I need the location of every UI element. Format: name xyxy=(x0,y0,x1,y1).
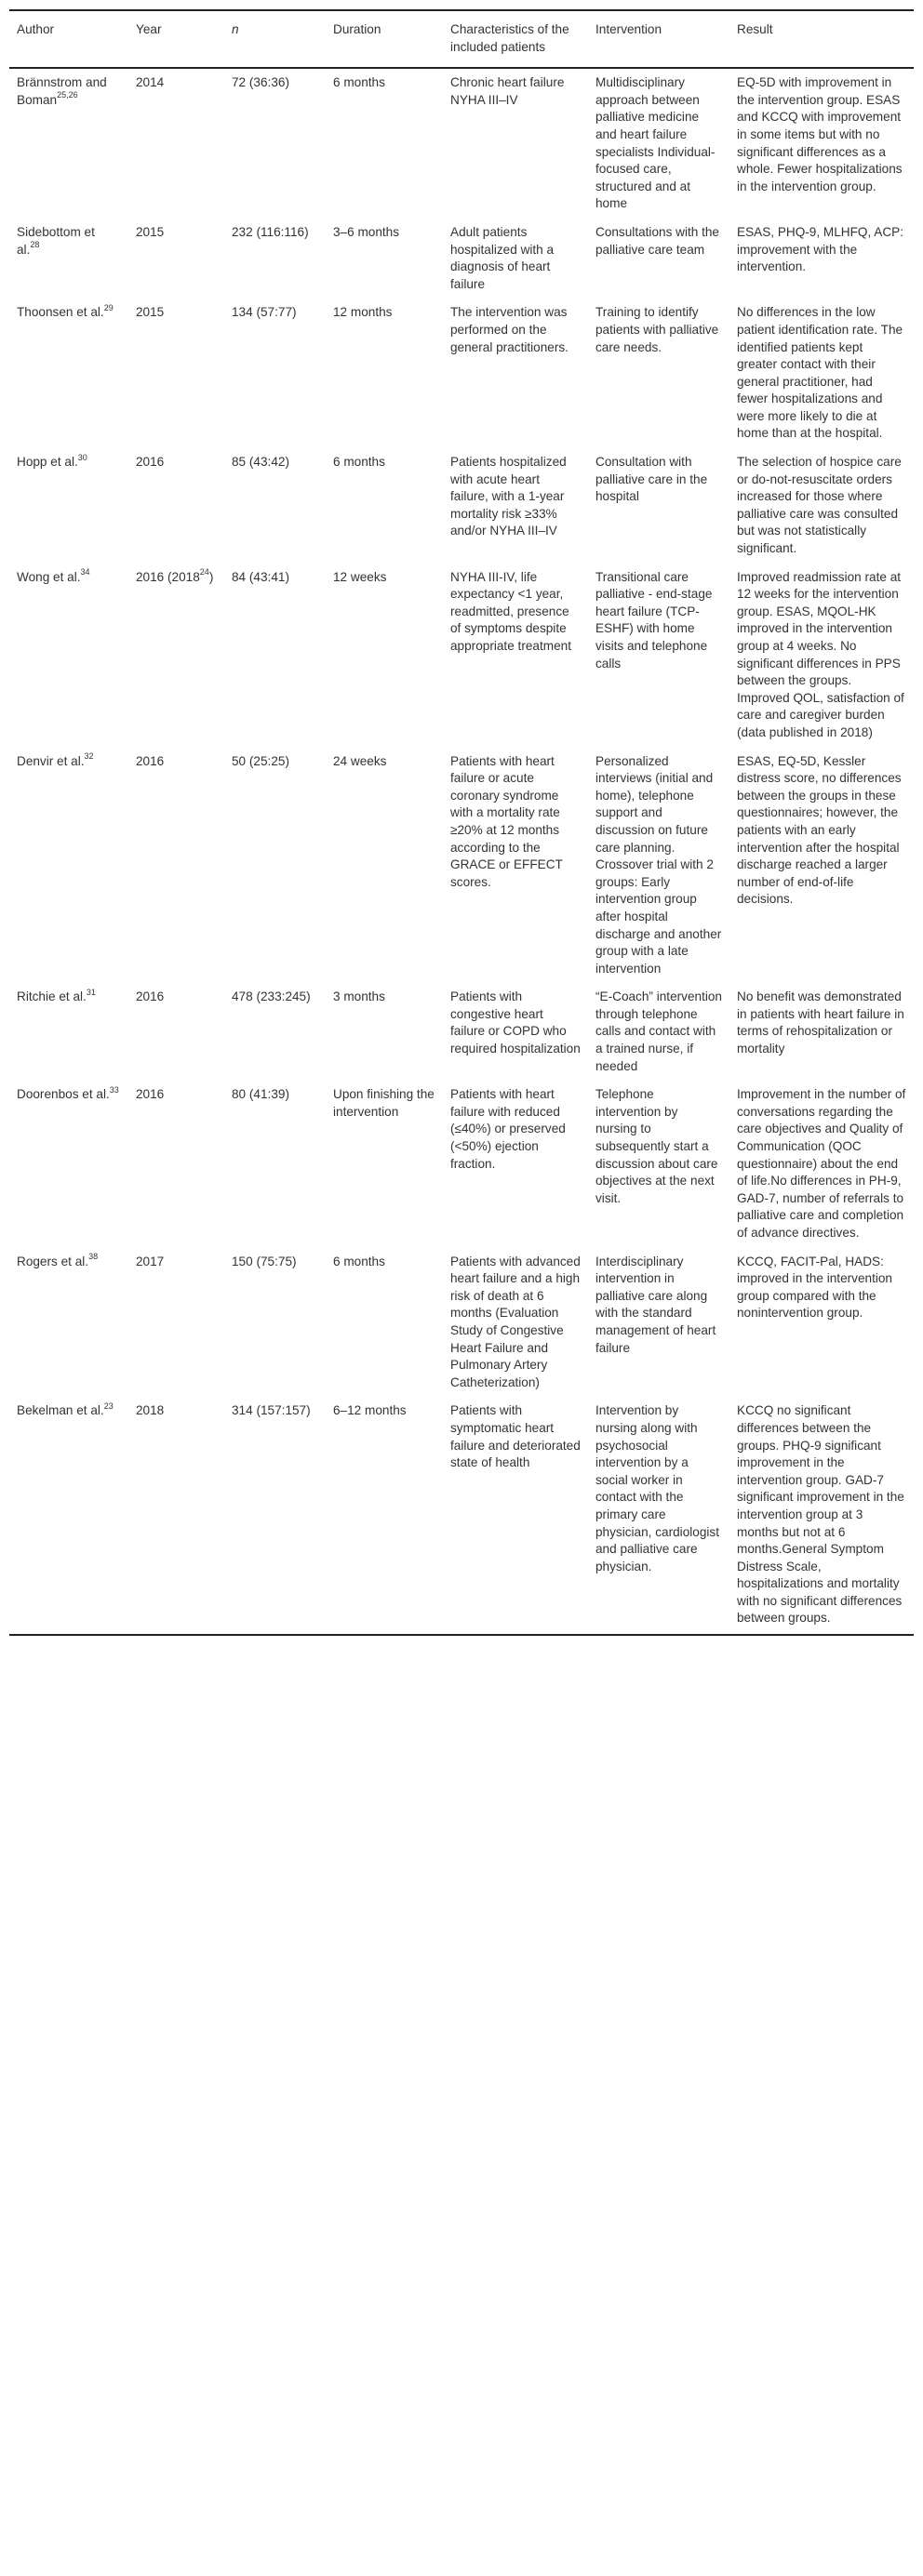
table-row xyxy=(9,564,914,748)
year-text: 2016 xyxy=(136,455,165,470)
cell-characteristics xyxy=(443,1397,588,1635)
year-text: 2016 xyxy=(136,1087,165,1102)
author-text: Bekelman et al. xyxy=(17,1403,104,1418)
header-author: Author xyxy=(9,10,128,68)
cell-result xyxy=(729,1248,914,1398)
cell-year xyxy=(128,1081,224,1247)
n-text: 85 (43:42) xyxy=(232,455,289,470)
intervention-text: “E-Coach” intervention through telephone calls and contact with a trained nurse, if needed xyxy=(595,989,722,1073)
cell-intervention xyxy=(588,748,729,984)
result-text: Improved readmission rate at 12 weeks for the intervention group. ESAS, MQOL-HK improved in the intervention group at 4 weeks. No significant differences in PPS between the groups. Improved QOL, satisfaction of care and caregiver burden (data published in 2018) xyxy=(737,569,904,739)
result-text: KCCQ no significant differences between the groups. PHQ-9 significant improvement in the intervention group. GAD-7 significant improvement in the intervention group at 3 months but not at 6 months.General Symptom Distress Scale, hospitalizations and mortality with no significant differences between groups. xyxy=(737,1403,904,1626)
author-reference: 25,26 xyxy=(57,90,78,100)
year-text: 2016 xyxy=(136,989,165,1004)
table-row xyxy=(9,68,914,219)
cell-year xyxy=(128,564,224,748)
year-text: 2015 xyxy=(136,305,165,320)
cell-intervention xyxy=(588,983,729,1081)
duration-text: 12 months xyxy=(333,305,393,320)
characteristics-text: Patients hospitalized with acute heart failure, with a 1-year mortality risk ≥33% and/or NYHA III–IV xyxy=(450,455,567,538)
result-text: KCCQ, FACIT-Pal, HADS: improved in the intervention group compared with the nonintervention group. xyxy=(737,1254,892,1321)
author-reference: 38 xyxy=(88,1252,99,1262)
result-text: ESAS, PHQ-9, MLHFQ, ACP: improvement with the intervention. xyxy=(737,224,904,274)
n-text: 84 (43:41) xyxy=(232,569,289,584)
characteristics-text: Adult patients hospitalized with a diagnosis of heart failure xyxy=(450,224,555,291)
table-row xyxy=(9,448,914,564)
header-n: n xyxy=(224,10,326,68)
cell-intervention xyxy=(588,1397,729,1635)
year-text: 2018 xyxy=(136,1403,165,1418)
cell-duration xyxy=(326,299,443,448)
author-text: Wong et al. xyxy=(17,569,81,584)
cell-duration xyxy=(326,448,443,564)
cell-characteristics xyxy=(443,564,588,748)
cell-characteristics xyxy=(443,983,588,1081)
cell-intervention xyxy=(588,564,729,748)
cell-n xyxy=(224,68,326,219)
cell-author xyxy=(9,983,128,1081)
cell-intervention xyxy=(588,219,729,299)
year-text: 2015 xyxy=(136,224,165,239)
duration-text: 6 months xyxy=(333,1254,385,1268)
author-text: Thoonsen et al. xyxy=(17,305,104,320)
n-text: 150 (75:75) xyxy=(232,1254,297,1268)
cell-author xyxy=(9,448,128,564)
author-text: Denvir et al. xyxy=(17,753,85,768)
intervention-text: Training to identify patients with palliative care needs. xyxy=(595,305,719,354)
characteristics-text: Patients with heart failure with reduced (≤40%) or preserved (<50%) ejection fraction. xyxy=(450,1087,566,1171)
characteristics-text: Patients with advanced heart failure and a high risk of death at 6 months (Evaluation Study of Congestive Heart Failure and Pulmonary Artery Catheterization) xyxy=(450,1254,581,1389)
header-row xyxy=(9,10,914,68)
cell-n xyxy=(224,1081,326,1247)
author-text: Sidebottom et al. xyxy=(17,224,95,257)
intervention-text: Telephone intervention by nursing to subsequently start a discussion about care objectives at the next visit. xyxy=(595,1087,718,1205)
cell-author xyxy=(9,68,128,219)
author-reference: 32 xyxy=(84,751,94,762)
cell-result xyxy=(729,983,914,1081)
cell-result xyxy=(729,1081,914,1247)
characteristics-text: Patients with congestive heart failure or COPD who required hospitalization xyxy=(450,989,581,1056)
table-row xyxy=(9,299,914,448)
cell-year xyxy=(128,1397,224,1635)
cell-duration xyxy=(326,564,443,748)
table-row xyxy=(9,983,914,1081)
cell-result xyxy=(729,219,914,299)
author-text: Rogers et al. xyxy=(17,1254,89,1268)
cell-intervention xyxy=(588,1248,729,1398)
characteristics-text: Chronic heart failure NYHA III–IV xyxy=(450,75,565,107)
cell-characteristics xyxy=(443,1248,588,1398)
duration-text: Upon finishing the intervention xyxy=(333,1087,435,1119)
cell-author xyxy=(9,564,128,748)
author-reference: 28 xyxy=(30,240,40,249)
cell-n xyxy=(224,299,326,448)
duration-text: 3 months xyxy=(333,989,385,1004)
cell-year xyxy=(128,983,224,1081)
author-reference: 30 xyxy=(77,452,87,462)
cell-author xyxy=(9,748,128,984)
author-text: Brännstrom and Boman xyxy=(17,75,107,107)
cell-intervention xyxy=(588,68,729,219)
n-text: 314 (157:157) xyxy=(232,1403,311,1418)
characteristics-text: Patients with symptomatic heart failure and deteriorated state of health xyxy=(450,1403,581,1470)
cell-n xyxy=(224,564,326,748)
cell-duration xyxy=(326,219,443,299)
cell-intervention xyxy=(588,299,729,448)
header-year: Year xyxy=(128,10,224,68)
table-row xyxy=(9,1397,914,1635)
author-text: Ritchie et al. xyxy=(17,989,87,1004)
header-result: Result xyxy=(729,10,914,68)
cell-characteristics xyxy=(443,1081,588,1247)
year-text: 2017 xyxy=(136,1254,165,1268)
cell-year xyxy=(128,219,224,299)
studies-table xyxy=(9,9,914,1636)
intervention-text: Intervention by nursing along with psychosocial intervention by a social worker in contact with the primary care physician, cardiologist and palliative care physician. xyxy=(595,1403,719,1573)
cell-duration xyxy=(326,1081,443,1247)
intervention-text: Transitional care palliative - end-stage heart failure (TCP-ESHF) with home visits and telephone calls xyxy=(595,569,713,671)
duration-text: 24 weeks xyxy=(333,753,387,768)
result-text: The selection of hospice care or do-not-resuscitate orders increased for those where palliative care was consulted but was not statistically significant. xyxy=(737,455,902,556)
cell-intervention xyxy=(588,1081,729,1247)
table-header xyxy=(9,10,914,68)
cell-characteristics xyxy=(443,68,588,219)
cell-year xyxy=(128,448,224,564)
year-reference: 24 xyxy=(199,567,209,578)
year-text: 2016 xyxy=(136,753,165,768)
table-row xyxy=(9,219,914,299)
cell-duration xyxy=(326,748,443,984)
result-text: Improvement in the number of conversations regarding the care objectives and Quality of Communication (QOC questionnaire) about the end of life.No differences in PH-9, GAD-7, number of referrals to palliative care and completion of advance directives. xyxy=(737,1087,906,1240)
cell-duration xyxy=(326,1248,443,1398)
cell-author xyxy=(9,299,128,448)
n-text: 134 (57:77) xyxy=(232,305,297,320)
cell-duration xyxy=(326,1397,443,1635)
cell-result xyxy=(729,1397,914,1635)
intervention-text: Multidisciplinary approach between palliative medicine and heart failure specialists Individual-focused care, structured and at home xyxy=(595,75,716,211)
characteristics-text: NYHA III-IV, life expectancy <1 year, readmitted, presence of symptoms despite appropriate treatment xyxy=(450,569,571,653)
duration-text: 3–6 months xyxy=(333,224,400,239)
cell-result xyxy=(729,748,914,984)
author-reference: 33 xyxy=(109,1084,119,1095)
duration-text: 6 months xyxy=(333,455,385,470)
cell-result xyxy=(729,564,914,748)
author-reference: 34 xyxy=(80,567,90,578)
cell-characteristics xyxy=(443,219,588,299)
table-row xyxy=(9,1248,914,1398)
cell-year xyxy=(128,1248,224,1398)
cell-result xyxy=(729,68,914,219)
n-text: 80 (41:39) xyxy=(232,1087,289,1102)
cell-result xyxy=(729,448,914,564)
header-characteristics: Characteristics of the included patients xyxy=(443,10,588,68)
cell-author xyxy=(9,1248,128,1398)
result-text: EQ-5D with improvement in the intervention group. ESAS and KCCQ with improvement in some items but with no significant differences as a whole. Fewer hospitalizations in the intervention group. xyxy=(737,75,903,193)
n-text: 50 (25:25) xyxy=(232,753,289,768)
author-text: Doorenbos et al. xyxy=(17,1087,110,1102)
cell-n xyxy=(224,748,326,984)
cell-duration xyxy=(326,68,443,219)
cell-characteristics xyxy=(443,299,588,448)
result-text: No benefit was demonstrated in patients with heart failure in terms of rehospitalization or mortality xyxy=(737,989,904,1056)
cell-n xyxy=(224,448,326,564)
header-duration: Duration xyxy=(326,10,443,68)
cell-n xyxy=(224,983,326,1081)
cell-author xyxy=(9,1081,128,1247)
cell-characteristics xyxy=(443,748,588,984)
author-text: Hopp et al. xyxy=(17,455,78,470)
duration-text: 6 months xyxy=(333,75,385,90)
cell-n xyxy=(224,219,326,299)
n-text: 478 (233:245) xyxy=(232,989,311,1004)
cell-year xyxy=(128,748,224,984)
intervention-text: Consultation with palliative care in the hospital xyxy=(595,455,708,504)
characteristics-text: Patients with heart failure or acute coronary syndrome with a mortality rate ≥20% at 12 months according to the GRACE or EFFECT scores. xyxy=(450,753,563,889)
table-body xyxy=(9,68,914,1635)
n-text: 72 (36:36) xyxy=(232,75,289,90)
author-reference: 29 xyxy=(103,302,114,312)
table-row xyxy=(9,1081,914,1247)
n-text: 232 (116:116) xyxy=(232,224,309,239)
author-reference: 23 xyxy=(103,1401,114,1411)
cell-year xyxy=(128,68,224,219)
cell-intervention xyxy=(588,448,729,564)
year-text: 2016 (2018 xyxy=(136,569,200,584)
duration-text: 6–12 months xyxy=(333,1403,407,1418)
header-intervention: Intervention xyxy=(588,10,729,68)
result-text: ESAS, EQ-5D, Kessler distress score, no differences between the groups in these questionnaires; however, the patients with an early intervention after the hospital discharge reached a larger number of end-of-life decisions. xyxy=(737,753,902,907)
cell-year xyxy=(128,299,224,448)
result-text: No differences in the low patient identification rate. The identified patients kept greater contact with their general practitioner, had fewer hospitalizations and were more likely to die at home than at the hospital. xyxy=(737,305,903,441)
author-reference: 31 xyxy=(86,987,96,997)
cell-result xyxy=(729,299,914,448)
duration-text: 12 weeks xyxy=(333,569,387,584)
intervention-text: Interdisciplinary intervention in palliative care along with the standard management of heart failure xyxy=(595,1254,716,1355)
table-row xyxy=(9,748,914,984)
intervention-text: Consultations with the palliative care team xyxy=(595,224,719,257)
cell-n xyxy=(224,1397,326,1635)
cell-characteristics xyxy=(443,448,588,564)
intervention-text: Personalized interviews (initial and home), telephone support and discussion on future care planning. Crossover trial with 2 groups: Early intervention group after hospital discharge and another group with a late intervention xyxy=(595,753,722,976)
cell-author xyxy=(9,219,128,299)
cell-duration xyxy=(326,983,443,1081)
cell-n xyxy=(224,1248,326,1398)
year-suffix: ) xyxy=(208,569,214,584)
year-text: 2014 xyxy=(136,75,165,90)
cell-author xyxy=(9,1397,128,1635)
characteristics-text: The intervention was performed on the general practitioners. xyxy=(450,305,569,354)
